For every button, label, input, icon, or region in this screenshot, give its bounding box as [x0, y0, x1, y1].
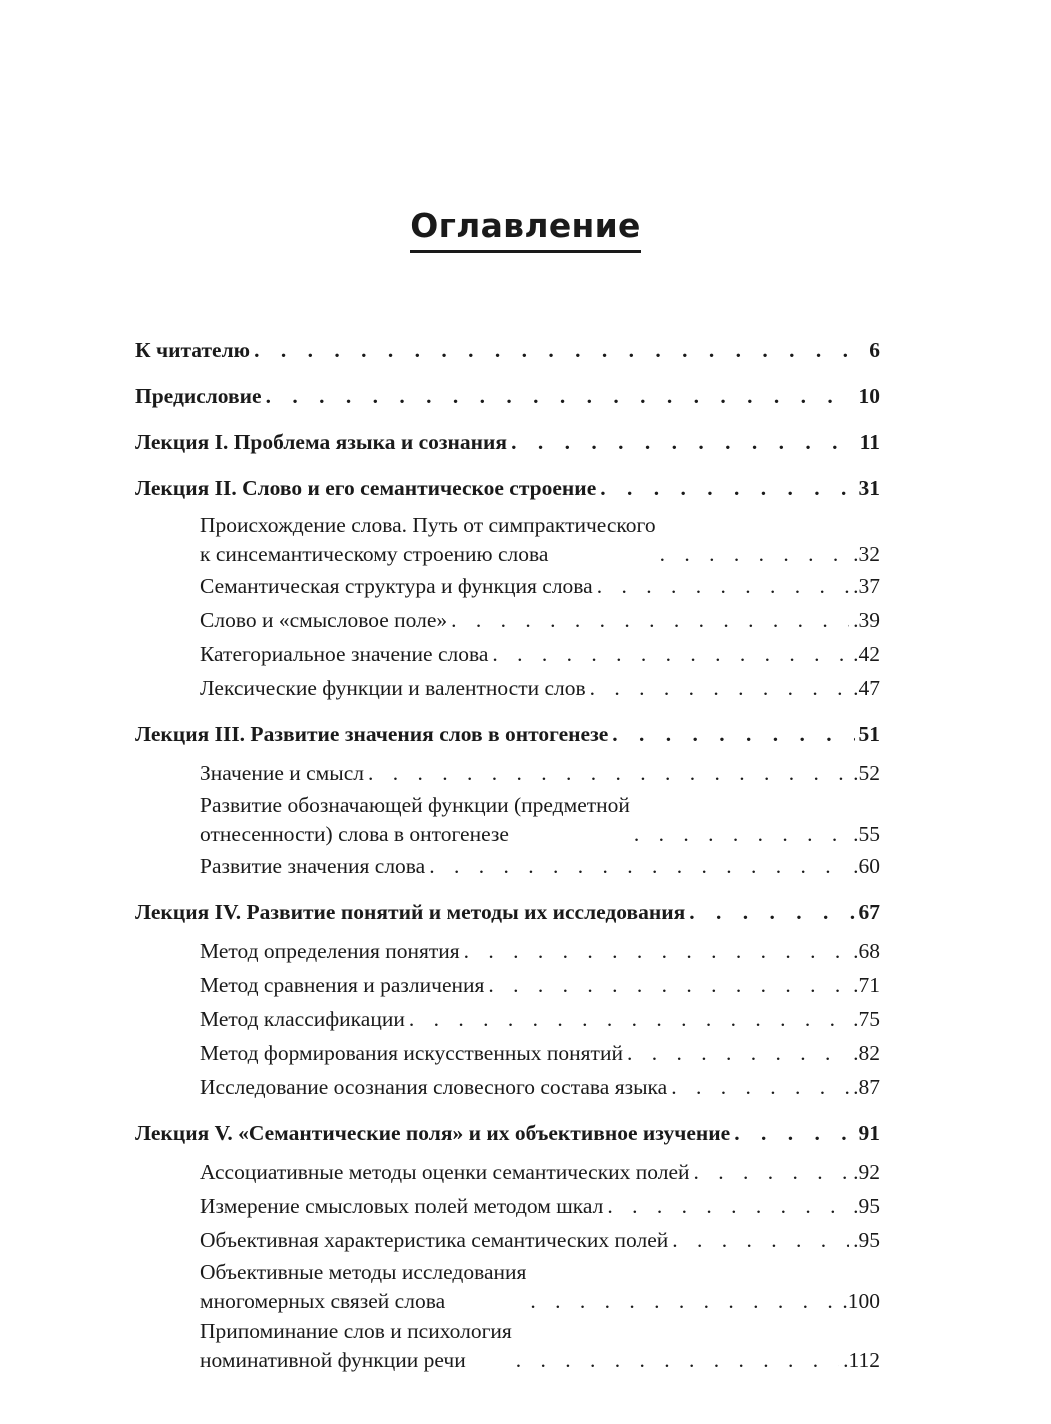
toc-entry-label-line2: отнесенности) слова в онтогенезе [200, 822, 509, 846]
toc-entry-k-chitatelyu[interactable] [135, 334, 880, 367]
toc-entry-label: Семантическая структура и функция слова [200, 574, 593, 598]
leader-dots [600, 472, 854, 505]
toc-entry-label-line1: Развитие обозначающей функции (предметной [200, 793, 630, 817]
toc-entry-label: Развитие значения слова [200, 854, 426, 878]
toc-entry-label: Значение и смысл [200, 761, 364, 785]
toc-entry-page: .60 [853, 854, 880, 878]
leader-dots [634, 820, 849, 849]
toc-subentry-pripominanie-slov[interactable] [200, 1317, 880, 1375]
toc-entry-label: Лекция V. «Семантические поля» и их объективное изучение [135, 1121, 731, 1145]
toc-entry-label: Лекция III. Развитие значения слов в онтогенезе [135, 722, 609, 746]
toc-subentry-leksicheskie-funkcii[interactable] [200, 672, 880, 705]
leader-dots [516, 1346, 839, 1375]
toc-entry-label-line2: к синсемантическому строению слова [200, 542, 549, 566]
toc-entry-page: .52 [853, 761, 880, 785]
toc-entry-page: .32 [853, 542, 880, 566]
toc-entry-label: Метод формирования искусственных понятий [200, 1041, 623, 1065]
leader-dots [429, 850, 849, 883]
toc-entry-lecture-3[interactable] [135, 718, 880, 751]
toc-subentry-associativnye-metody[interactable] [200, 1156, 880, 1189]
toc-entry-label: Исследование осознания словесного состава языка [200, 1075, 668, 1099]
toc-entry-label [200, 511, 656, 569]
toc-entry-page: .68 [853, 939, 880, 963]
toc-entry-label: К читателю [135, 338, 251, 362]
toc-entry-page: .100 [842, 1289, 880, 1313]
toc-entry-page: .37 [853, 574, 880, 598]
leader-dots [409, 1003, 849, 1036]
toc-entry-page: 6 [869, 338, 880, 362]
toc-entry-label: Метод классификации [200, 1007, 405, 1031]
toc-entry-label-line1: Происхождение слова. Путь от симпрактического [200, 513, 656, 537]
toc-entry-page: 67 [858, 900, 880, 924]
page-title [0, 207, 1051, 253]
toc-subentry-metod-klassifikacii[interactable] [200, 1003, 880, 1036]
toc-entry-page: .95 [853, 1228, 880, 1252]
toc-subentry-metod-formirovaniya[interactable] [200, 1037, 880, 1070]
toc-entry-label-line1: Объективные методы исследования [200, 1260, 527, 1284]
leader-dots [660, 540, 850, 569]
toc-entry-page: .95 [853, 1194, 880, 1218]
toc-subentry-metod-opredeleniya[interactable] [200, 935, 880, 968]
toc-entry-page: .87 [853, 1075, 880, 1099]
toc-entry-page: .92 [853, 1160, 880, 1184]
leader-dots [694, 1156, 850, 1189]
toc-entry-page: .42 [853, 642, 880, 666]
toc-subentry-razvitie-znacheniya[interactable] [200, 850, 880, 883]
toc-entry-label: Объективная характеристика семантических полей [200, 1228, 669, 1252]
toc-subentry-obektivnye-metody[interactable] [200, 1258, 880, 1316]
leader-dots [511, 426, 856, 459]
toc-entry-label: Метод определения понятия [200, 939, 460, 963]
toc-entry-page: .82 [853, 1041, 880, 1065]
toc-entry-lecture-1[interactable] [135, 426, 880, 459]
toc-entry-label: Измерение смысловых полей методом шкал [200, 1194, 604, 1218]
toc-entry-label: Лекция II. Слово и его семантическое строение [135, 476, 597, 500]
leader-dots [254, 334, 865, 367]
toc-entry-label [200, 1317, 512, 1375]
toc-entry-predislovie[interactable] [135, 380, 880, 413]
toc-entry-label [200, 1258, 526, 1316]
leader-dots [689, 896, 854, 929]
toc-entry-label: Категориальное значение слова [200, 642, 489, 666]
toc-entry-label: Слово и «смысловое поле» [200, 608, 448, 632]
toc-entry-label: Предисловие [135, 384, 262, 408]
leader-dots [266, 380, 855, 413]
leader-dots [672, 1224, 849, 1257]
toc-subentry-kategorialnoe-znachenie[interactable] [200, 638, 880, 671]
toc-entry-lecture-5[interactable] [135, 1117, 880, 1150]
toc-subentry-izmerenie-polei[interactable] [200, 1190, 880, 1223]
toc-entry-page: .112 [843, 1348, 880, 1372]
toc-entry-page: 10 [858, 384, 880, 408]
toc-entry-page: 31 [858, 476, 880, 500]
toc-subentry-oboznachayushchaya-funkciya[interactable] [200, 791, 880, 849]
toc-entry-label: Лекция I. Проблема языка и сознания [135, 430, 508, 454]
toc-entry-lecture-4[interactable] [135, 896, 880, 929]
toc-subentry-semanticheskaya-struktura[interactable] [200, 570, 880, 603]
toc-entry-label: Лекция IV. Развитие понятий и методы их исследования [135, 900, 686, 924]
toc-entry-page: .39 [853, 608, 880, 632]
leader-dots [612, 718, 854, 751]
leader-dots [597, 570, 849, 603]
table-of-contents [135, 334, 880, 1375]
leader-dots [492, 638, 849, 671]
toc-entry-page: .47 [853, 676, 880, 700]
toc-entry-label: Лексические функции и валентности слов [200, 676, 586, 700]
toc-entry-label: Ассоциативные методы оценки семантических полей [200, 1160, 690, 1184]
toc-entry-page: .55 [853, 822, 880, 846]
toc-entry-page: 11 [859, 430, 880, 454]
toc-entry-label-line2: многомерных связей слова [200, 1289, 446, 1313]
toc-entry-label-line1: Припоминание слов и психология [200, 1319, 512, 1343]
toc-subentry-metod-sravneniya[interactable] [200, 969, 880, 1002]
leader-dots [488, 969, 849, 1002]
leader-dots [530, 1287, 838, 1316]
leader-dots [464, 935, 849, 968]
leader-dots [451, 604, 849, 637]
toc-entry-label: Метод сравнения и различения [200, 973, 485, 997]
toc-subentry-proiskhozhdenie-slova[interactable] [200, 511, 880, 569]
toc-entry-page: .75 [853, 1007, 880, 1031]
page-title-text: Оглавление [410, 207, 640, 253]
toc-subentry-znachenie-i-smysl[interactable] [200, 757, 880, 790]
toc-entry-page: 91 [858, 1121, 880, 1145]
toc-entry-page: .71 [853, 973, 880, 997]
toc-entry-page: 51 [858, 722, 880, 746]
toc-entry-lecture-2[interactable] [135, 472, 880, 505]
leader-dots [590, 672, 849, 705]
toc-entry-label-line2: номинативной функции речи [200, 1348, 466, 1372]
leader-dots [627, 1037, 849, 1070]
toc-subentry-smyslovoe-pole[interactable] [200, 604, 880, 637]
toc-subentry-issledovanie-osoznaniya[interactable] [200, 1071, 880, 1104]
toc-subentry-obektivnaya-harakteristika[interactable] [200, 1224, 880, 1257]
leader-dots [368, 757, 849, 790]
leader-dots [734, 1117, 854, 1150]
toc-entry-label [200, 791, 630, 849]
leader-dots [671, 1071, 849, 1104]
leader-dots [607, 1190, 849, 1223]
